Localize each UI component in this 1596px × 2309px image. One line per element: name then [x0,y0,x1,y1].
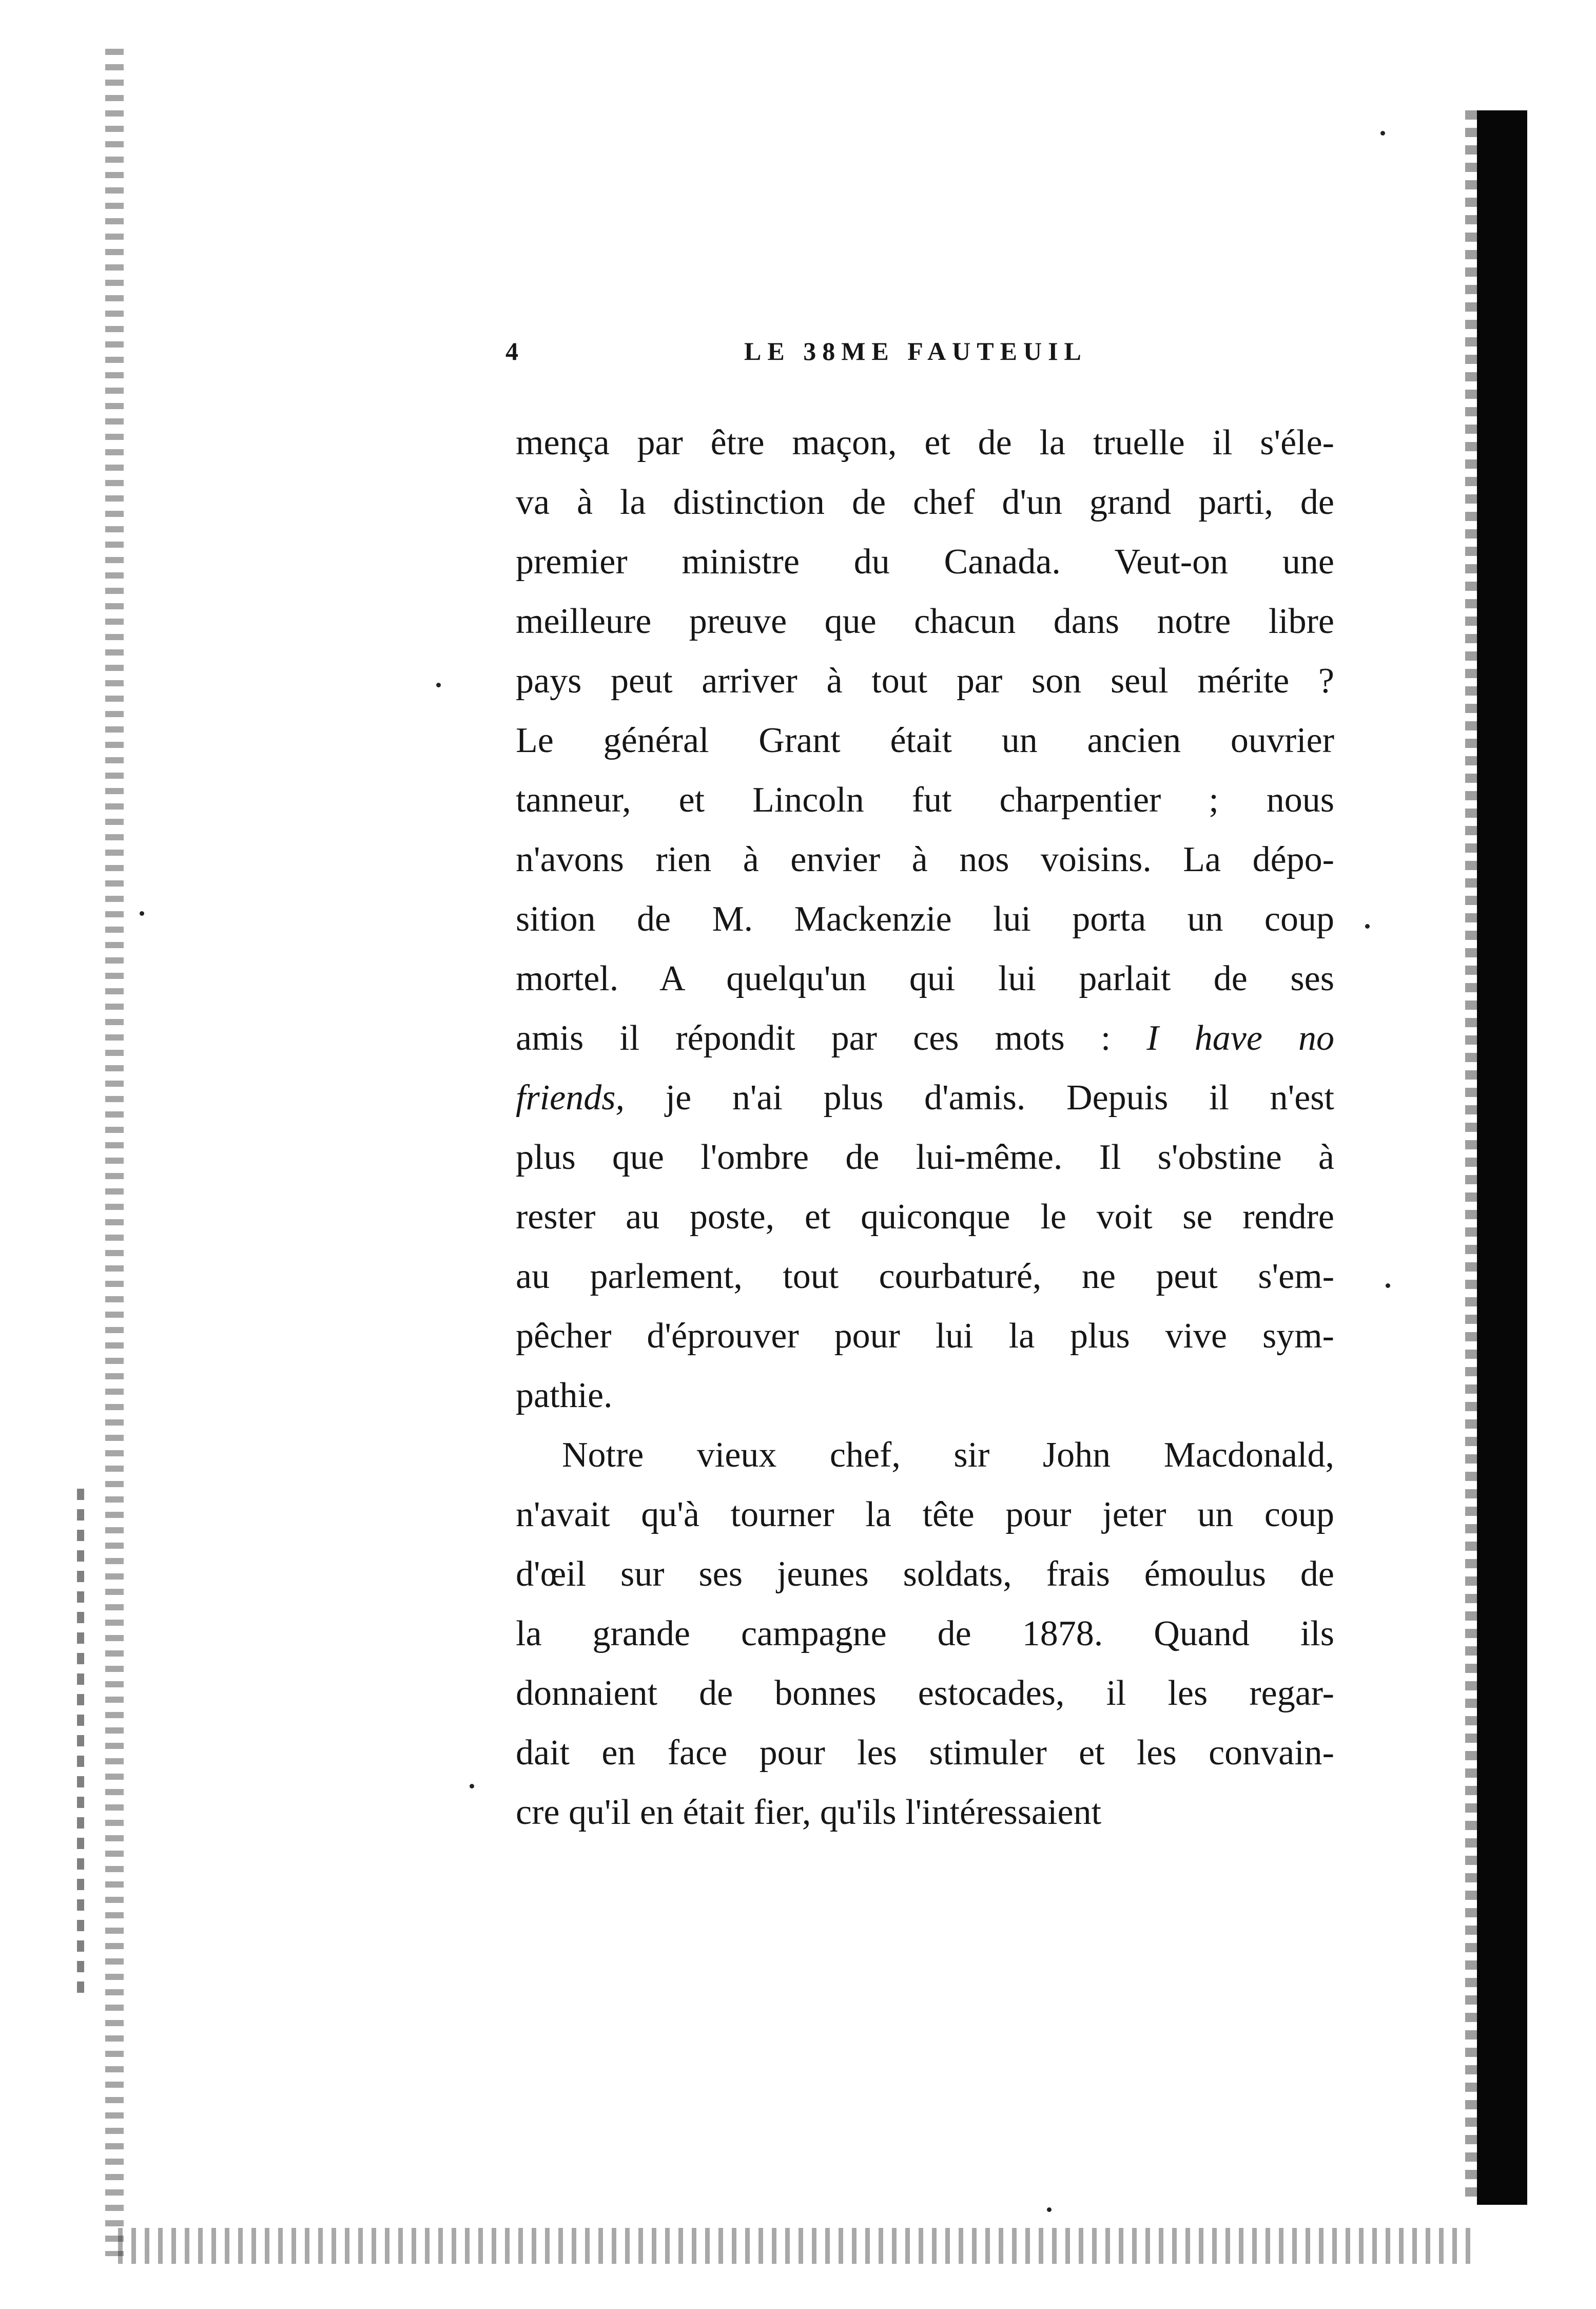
scan-speck [1047,2207,1052,2212]
text-line: cre qu'il en était fier, qu'ils l'intéressaient [516,1793,1102,1832]
scan-speck [470,1784,474,1788]
text-line: n'avait qu'à tourner la tête pour jeter un coup [516,1495,1334,1534]
text-line: la grande campagne de 1878. Quand ils [516,1614,1334,1653]
scan-speck [436,683,441,687]
text-line: d'œil sur ses jeunes soldats, frais émoulus de [516,1554,1334,1594]
page-number: 4 [505,337,519,365]
scan-speck [140,911,144,916]
text-line: plus que l'ombre de lui-même. Il s'obstine à [516,1138,1334,1177]
text-line: mença par être maçon, et de la truelle il s'éle- [516,423,1334,463]
text-line: meilleure preuve que chacun dans notre libre [516,602,1334,641]
text-line: pêcher d'éprouver pour lui la plus vive sym- [516,1316,1334,1356]
text-segment: amis il répondit par ces mots : [516,1018,1147,1058]
paragraph [516,1426,1334,1842]
text-line: pathie. [516,1376,613,1415]
running-head [505,336,1101,382]
text-line: Le général Grant était un ancien ouvrier [516,721,1334,760]
body-text [516,413,1334,1842]
text-line: premier ministre du Canada. Veut-on une [516,542,1334,582]
text-line: au parlement, tout courbaturé, ne peut s'em- [516,1257,1334,1296]
scan-speck [1386,1283,1390,1288]
text-line: pays peut arriver à tout par son seul mérite ? [516,661,1334,701]
scan-binding-edge-dark [77,1489,84,2002]
text-line: donnaient de bonnes estocades, il les regar- [516,1673,1334,1713]
scan-binding-edge [105,49,124,2256]
text-line: sition de M. Mackenzie lui porta un coup [516,899,1334,939]
text-line: rester au poste, et quiconque le voit se rendre [516,1197,1334,1237]
text-line: dait en face pour les stimuler et les convain- [516,1733,1334,1773]
running-title: LE 38ME FAUTEUIL [744,337,1087,365]
scan-right-black-border [1477,110,1527,2205]
italic-text: friends, [516,1078,625,1118]
scan-bottom-edge-noise [118,2228,1478,2264]
italic-text: I have no [1146,1018,1334,1058]
text-line: va à la distinction de chef d'un grand parti, de [516,483,1334,522]
text-line: n'avons rien à envier à nos voisins. La dépo- [516,840,1334,879]
scan-speck [1380,131,1385,136]
text-line [516,1068,1334,1128]
scan-speck [1365,924,1370,929]
text-line [516,1009,1334,1068]
text-line: mortel. A quelqu'un qui lui parlait de ses [516,959,1334,998]
text-segment: je n'ai plus d'amis. Depuis il n'est [624,1078,1334,1118]
text-line: Notre vieux chef, sir John Macdonald, [562,1435,1334,1475]
paragraph [516,413,1334,1426]
text-line: tanneur, et Lincoln fut charpentier ; nous [516,780,1334,820]
